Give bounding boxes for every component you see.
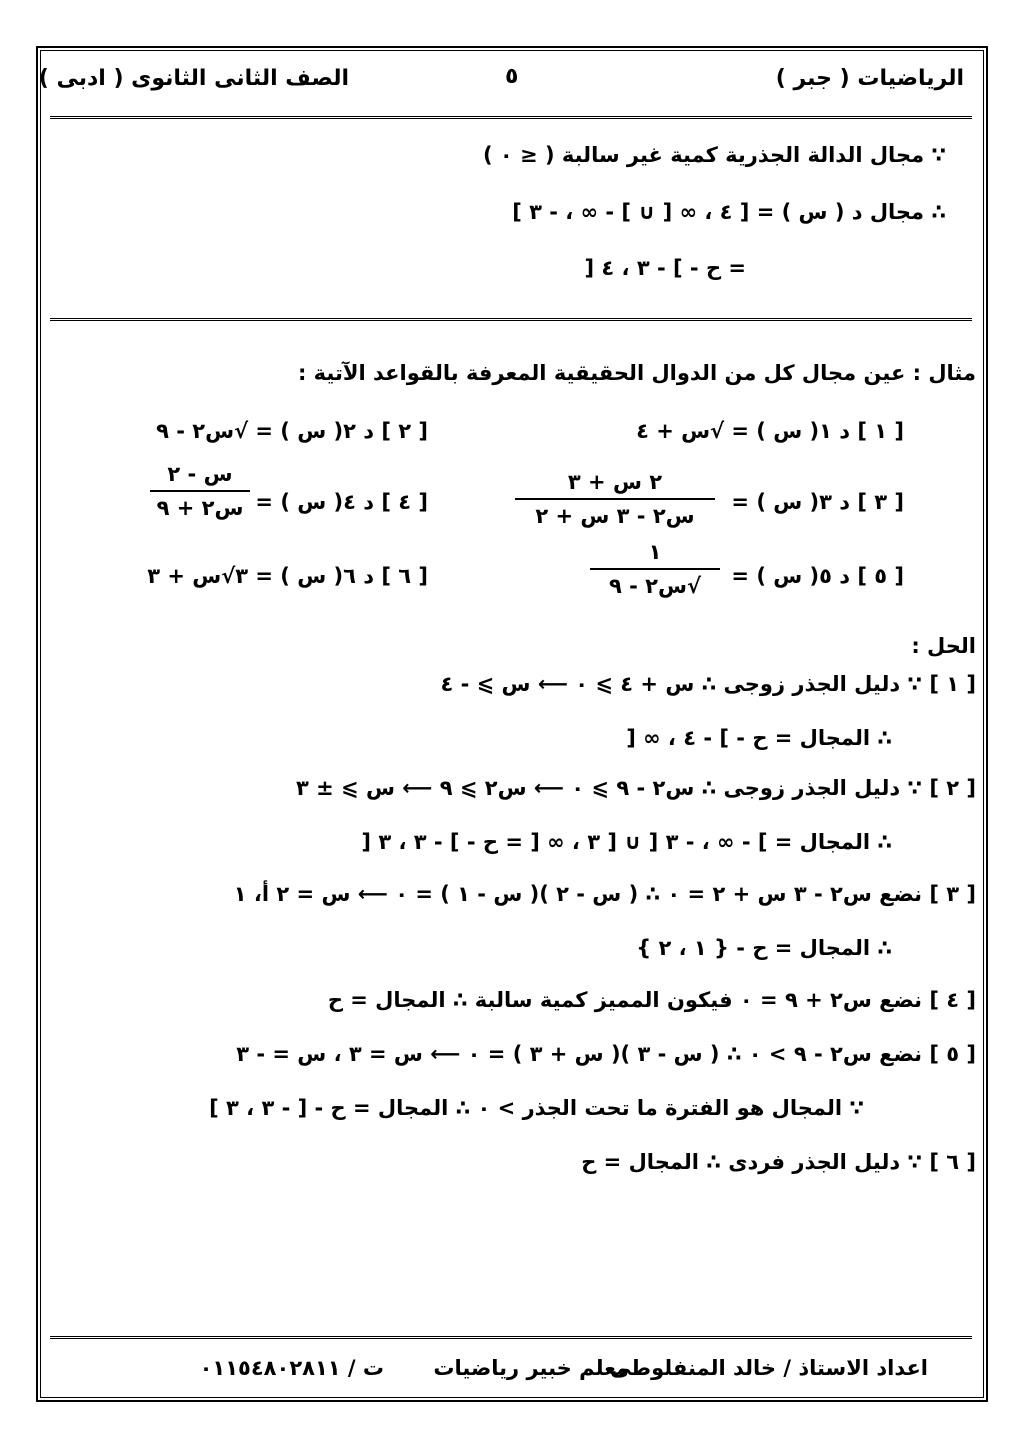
solution-title: الحل : xyxy=(911,634,976,658)
page-border-inner xyxy=(40,50,984,1398)
question-4-fraction xyxy=(150,462,250,520)
question-4-label: [ ٤ ] د ٤( س ) = xyxy=(255,490,428,514)
question-4-denominator: س٢ + ٩ xyxy=(156,496,244,520)
header-grade: الصف الثانى الثانوى ( ادبى ) xyxy=(38,66,349,91)
solution-1-line-1: [ ١ ] ∵ دليل الجذر زوجى ∴ س + ٤ ⩾ ٠ ⟵ س ⩾ - ٤ xyxy=(440,672,976,696)
page-number: ٥ xyxy=(505,64,519,89)
intro-line-1: ∵ مجال الدالة الجذرية كمية غير سالبة ( ≤ ٠ ) xyxy=(483,143,946,167)
question-1: [ ١ ] د ١( س ) = √س + ٤ xyxy=(636,419,904,443)
footer-title: معلم خبير رياضيات xyxy=(433,1356,629,1380)
solution-2-line-2: ∴ المجال = ] - ∞ ، - ٣ [ ∪ [ ٣ ، ∞ [ = ح - ] - ٣ ، ٣ [ xyxy=(361,830,892,854)
footer-phone: ت / ٠١١٥٤٨٠٢٨١١ xyxy=(199,1356,384,1380)
question-6: [ ٦ ] د ٦( س ) = ٣√س + ٣ xyxy=(147,564,428,588)
solution-1-line-2: ∴ المجال = ح - ] - ٤ ، ∞ [ xyxy=(626,726,892,750)
footer-author: اعداد الاستاذ / خالد المنفلوطى xyxy=(610,1356,928,1380)
section-divider xyxy=(50,318,972,324)
example-title: مثال : عين مجال كل من الدوال الحقيقية المعرفة بالقواعد الآتية : xyxy=(297,361,976,385)
solution-2-line-1: [ ٢ ] ∵ دليل الجذر زوجى ∴ س٢ - ٩ ⩾ ٠ ⟵ س٢ ⩾ ٩ ⟵ س ⩾ ± ٣ xyxy=(296,776,976,800)
intro-line-2: ∴ مجال د ( س ) = [ ٤ ، ∞ [ ∪ ] - ∞ ، - ٣ ] xyxy=(512,200,946,224)
solution-3-line-2: ∴ المجال = ح - { ١ ، ٢ } xyxy=(636,936,892,960)
question-5-fraction xyxy=(590,540,720,598)
question-5-numerator: ١ xyxy=(648,540,662,564)
solution-4: [ ٤ ] نضع س٢ + ٩ = ٠ فيكون المميز كمية سالبة ∴ المجال = ح xyxy=(327,988,976,1012)
question-3-numerator: ٢ س + ٣ xyxy=(567,470,663,494)
header-divider xyxy=(50,116,972,122)
question-3-label: [ ٣ ] د ٣( س ) = xyxy=(731,490,904,514)
question-4-numerator: س - ٢ xyxy=(167,462,233,486)
question-5-denominator: √س٢ - ٩ xyxy=(609,574,701,598)
solution-6: [ ٦ ] ∵ دليل الجذر فردى ∴ المجال = ح xyxy=(581,1150,976,1174)
question-3-fraction xyxy=(515,470,715,528)
question-2: [ ٢ ] د ٢( س ) = √س٢ - ٩ xyxy=(156,419,428,443)
solution-5-line-1: [ ٥ ] نضع س٢ - ٩ > ٠ ∴ ( س - ٣ )( س + ٣ ) = ٠ ⟵ س = ٣ ، س = - ٣ xyxy=(236,1042,976,1066)
header-subject: الرياضيات ( جبر ) xyxy=(775,66,964,91)
question-5-label: [ ٥ ] د ٥( س ) = xyxy=(731,564,904,588)
footer-divider xyxy=(50,1336,972,1342)
intro-line-3: = ح - ] - ٣ ، ٤ [ xyxy=(584,256,746,280)
solution-3-line-1: [ ٣ ] نضع س٢ - ٣ س + ٢ = ٠ ∴ ( س - ٢ )( س - ١ ) = ٠ ⟵ س = ٢ أ، ١ xyxy=(233,882,976,906)
question-3-denominator: س٢ - ٣ س + ٢ xyxy=(535,504,695,528)
solution-5-line-2: ∵ المجال هو الفترة ما تحت الجذر > ٠ ∴ المجال = ح - [ - ٣ ، ٣ ] xyxy=(209,1096,864,1120)
